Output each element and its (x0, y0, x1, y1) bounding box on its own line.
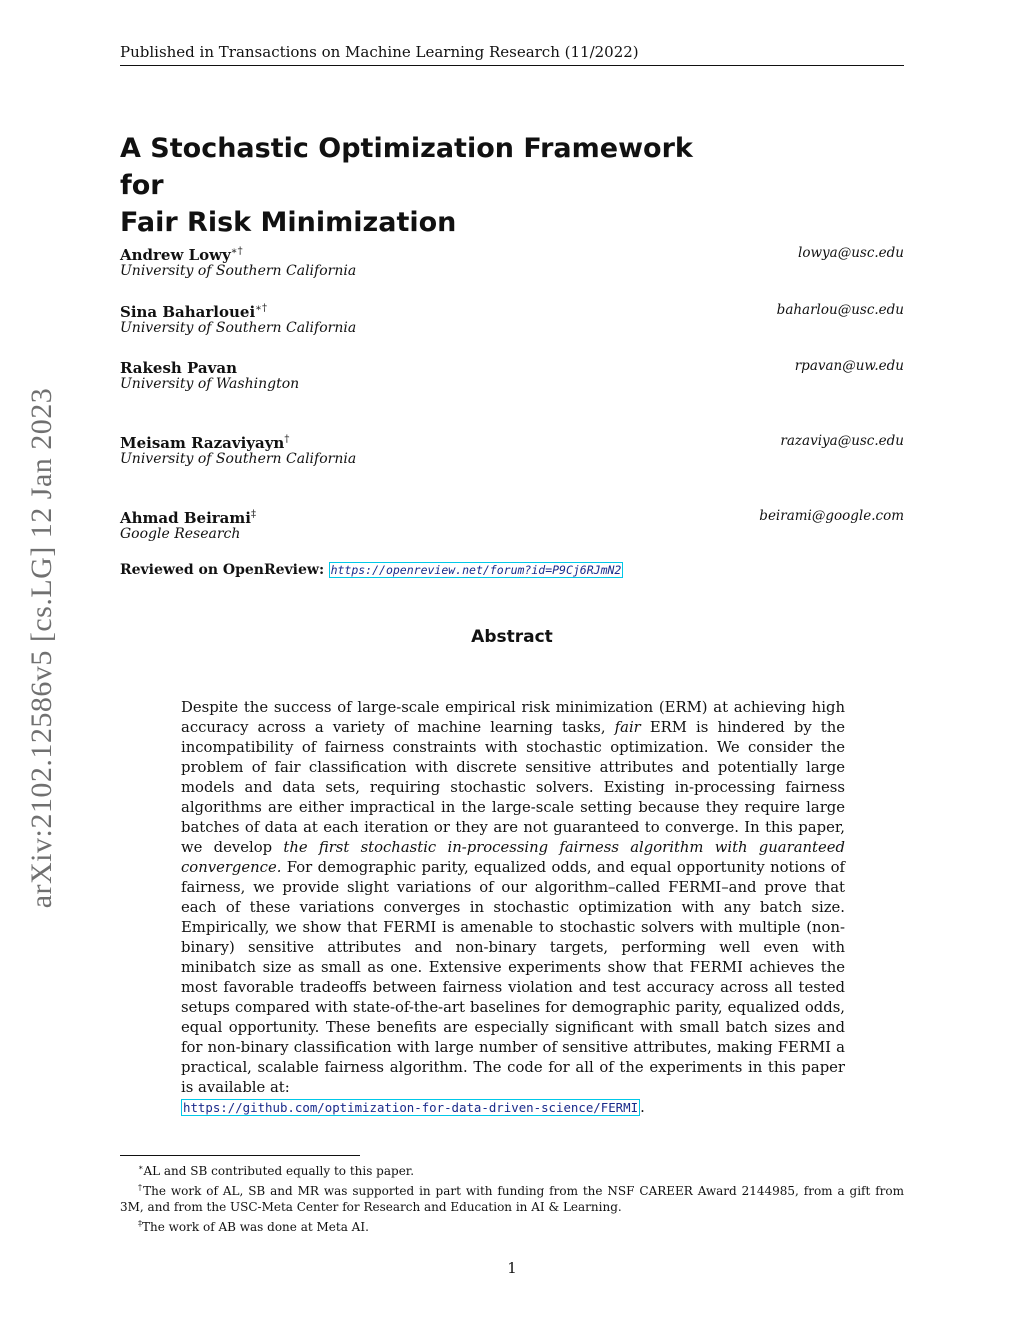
footnote (120, 1216, 904, 1236)
author-mark: † (284, 434, 290, 445)
abstract-end: . (640, 1099, 645, 1116)
arxiv-identifier: arXiv:2102.12586v5 [cs.LG] 12 Jan 2023 (25, 387, 58, 909)
footnote (120, 1160, 904, 1180)
abstract-emphasis-contribution: the first stochastic in-processing fairness algorithm with guaranteed convergence. (181, 839, 845, 876)
author-email: razaviya@usc.edu (780, 433, 904, 449)
abstract-emphasis-fair: fair (614, 719, 641, 736)
author-block (120, 242, 904, 282)
page-number: 1 (507, 1259, 517, 1277)
abstract-part-3: For demographic parity, equalized odds, and equal opportunity notions of fairness, we provide slight variations of our algorithm–called FERMI–and prove that each of these variations converges in stochastic optimization with any batch size. Empirically, we show that FERMI is amenable to stochastic solvers with multiple (non-binary) sensitive attributes and non-binary targets, performing well even with minibatch size as small as one. Extensive experiments show that FERMI achieves the most favorable tradeoffs between fairness violation and test accuracy across all tested setups compared with state-of-the-art baselines for demographic parity, equalized odds, equal opportunity. These benefits are especially significant with small batch sizes and for non-binary classification with large number of sensitive attributes, making FERMI a practical, scalable fairness algorithm. The code for all of the experiments in this paper is available at: (181, 859, 845, 1096)
author-affiliation: Google Research (120, 526, 241, 542)
footnote (120, 1180, 904, 1216)
author-block (120, 505, 904, 545)
footnote-text: AL and SB contributed equally to this paper. (143, 1164, 415, 1178)
author-affiliation: University of Washington (120, 376, 300, 392)
footnote-mark: † (138, 1182, 144, 1192)
running-header: Published in Transactions on Machine Learning Research (11/2022) (120, 42, 904, 66)
footnote-text: The work of AB was done at Meta AI. (142, 1219, 369, 1234)
footnote-mark: ∗ (138, 1163, 144, 1172)
author-mark: ∗† (255, 303, 267, 314)
footnotes (120, 1160, 904, 1235)
author-block (120, 299, 904, 339)
author-name: Sina Baharlouei (120, 303, 256, 321)
author-name: Ahmad Beirami (120, 509, 251, 527)
footnote-rule (120, 1155, 360, 1156)
author-block (120, 430, 904, 470)
paper-title (120, 130, 740, 241)
author-email: rpavan@uw.edu (794, 358, 904, 374)
author-name: Meisam Razaviyayn (120, 434, 285, 452)
author-name: Rakesh Pavan (120, 359, 237, 377)
title-line-1: A Stochastic Optimization Framework for (120, 133, 693, 201)
author-email: beirami@google.com (759, 508, 904, 524)
author-name: Andrew Lowy (120, 246, 231, 264)
abstract-part-2: ERM is hindered by the incompatibility of fairness constraints with stochastic optimization. We consider the problem of fair classification with discrete sensitive attributes and potentially large models and data sets, requiring stochastic solvers. Existing in-processing fairness algorithms are either impractical in the large-scale setting because they require large batches of data at each iteration or they are not guaranteed to converge. In this paper, we develop (181, 719, 846, 856)
author-email: lowya@usc.edu (798, 245, 904, 261)
author-affiliation: University of Southern California (120, 320, 357, 336)
footnote-text: The work of AL, SB and MR was supported in part with funding from the NSF CAREER Award 2144985, from a gift from 3M, and from the USC-Meta Center for Research and Education in AI & Learning. (120, 1183, 905, 1214)
author-mark: ∗† (230, 246, 243, 257)
footnote-mark: ‡ (138, 1218, 142, 1228)
author-affiliation: University of Southern California (120, 263, 357, 279)
author-mark: ‡ (250, 509, 256, 520)
abstract-text (181, 698, 845, 1118)
abstract-part-1: Despite the success of large-scale empirical risk minimization (ERM) at achieving high accuracy across a variety of machine learning tasks, (181, 699, 845, 736)
author-affiliation: University of Southern California (120, 451, 357, 467)
openreview-link[interactable]: https://openreview.net/forum?id=P9Cj6RJmN2 (330, 563, 622, 577)
code-link[interactable]: https://github.com/optimization-for-data-driven-science/FERMI (183, 1100, 639, 1115)
author-email: baharlou@usc.edu (776, 302, 904, 318)
author-block (120, 355, 904, 395)
abstract-heading: Abstract (471, 627, 553, 647)
title-line-2: Fair Risk Minimization (120, 207, 457, 238)
openreview-line (120, 560, 623, 580)
openreview-label: Reviewed on OpenReview: (120, 562, 325, 578)
